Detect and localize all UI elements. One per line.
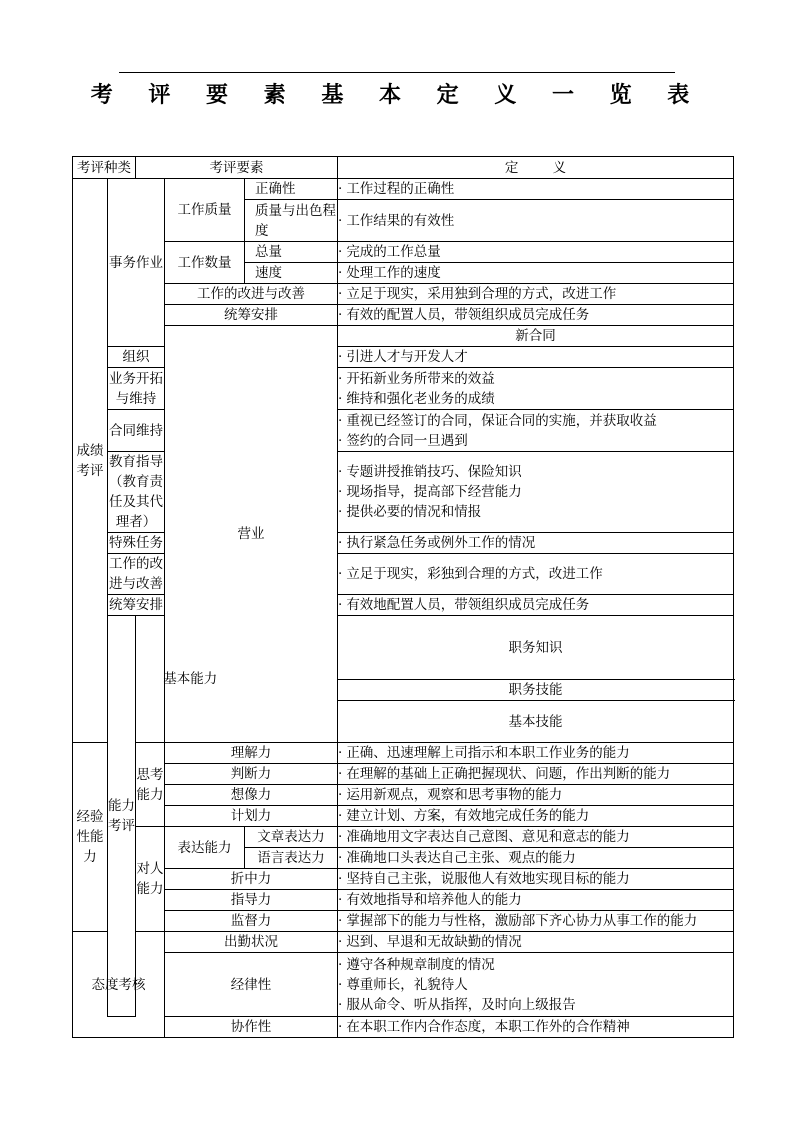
definition-cell: · 有效地配置人员，带领组织成员完成任务 [338,595,734,616]
item-supervision: 监督力 [165,911,338,932]
definition-cell: · 工作过程的正确性 [338,179,734,200]
definition-cell: · 坚持自己主张，说服他人有效地实现目标的能力 [338,869,734,890]
definition-cell: · 掌握部下的能力与性格，激励部下齐心协力从事工作的能力 [338,911,734,932]
item-education [108,452,165,533]
item-new-contract: 新合同 [338,326,734,347]
section-attitude: 态度考核 [73,932,165,1038]
item-business-development: 业务开拓与维持 [108,368,165,410]
item-planning: 计划力 [165,806,338,827]
table-row [73,869,734,890]
group-thinking-ability [136,743,165,827]
definition-cell: · 开拓新业务所带来的效益 · 维持和强化老业务的成绩 [338,368,734,410]
definition-cell: · 立足于现实，采用独到合理的方式，改进工作 [338,284,734,305]
section-label: 能力考评 [108,798,135,834]
group-business-work: 事务作业 [108,179,165,347]
group-interpersonal-label: 对人能力 [136,861,164,897]
page-title: 考 评 要 素 基 本 定 义 一 览 表 [90,82,704,108]
item-contract-maintenance: 合同维持 [108,410,165,452]
table-row [73,1017,734,1038]
definition-cell: · 重视已经签订的合同，保证合同的实施，并获取收益 · 签约的合同一旦遇到 [338,410,734,452]
item-understanding: 理解力 [165,743,338,764]
definition-cell: · 建立计划、方案，有效地完成任务的能力 [338,806,734,827]
item-excellence: 质量与出色程度 [245,200,338,242]
item-verbal-expression: 语言表达力 [245,848,338,869]
item-expression: 表达能力 [165,827,245,869]
item-work-quantity: 工作数量 [165,242,245,284]
table-row [73,932,734,953]
evaluation-table [72,156,734,1038]
item-discipline: 经律性 [165,953,338,1017]
definition-cell: · 立足于现实，彩独到合理的方式，改进工作 [338,554,734,595]
item-job-knowledge: 职务知识 [338,616,734,680]
top-rule [119,72,675,73]
item-correctness: 正确性 [245,179,338,200]
table-row [73,179,734,200]
definition-cell: · 有效地指导和培养他人的能力 [338,890,734,911]
definition-cell: · 迟到、早退和无故缺勤的情况 [338,932,734,953]
group-basic-ability: 基本能力 [136,616,245,743]
item-written-expression: 文章表达力 [245,827,338,848]
item-basic-skill: 基本技能 [338,701,734,743]
table-row [73,953,734,1017]
definition-cell: · 准确地用文字表达自己意图、意见和意志的能力 [338,827,734,848]
item-compromise: 折中力 [165,869,338,890]
table-row [73,326,734,347]
definition-cell: · 执行紧急任务或例外工作的情况 [338,533,734,554]
group-experiential-ability [73,743,108,932]
item-coordination: 统筹安排 [165,305,338,326]
definition-cell: · 有效的配置人员，带领组织成员完成任务 [338,305,734,326]
item-attendance: 出勤状况 [165,932,338,953]
item-speed: 速度 [245,263,338,284]
table-row [73,764,734,785]
item-work-quality: 工作质量 [165,179,245,242]
group-thinking-label: 思考能力 [136,766,164,803]
definition-cell: · 工作结果的有效性 [338,200,734,242]
header-element: 考评要素 [136,157,338,179]
group-sales: 营业 [165,326,338,743]
item-coordination: 统筹安排 [108,595,165,616]
item-judgment: 判断力 [165,764,338,785]
table-row [73,242,734,263]
definition-cell: · 准确地口头表达自己主张、观点的能力 [338,848,734,869]
table-row [73,827,734,848]
table-row [73,890,734,911]
item-organization: 组织 [108,347,165,368]
item-education-label: 教育指导 [109,454,163,470]
table-row [73,743,734,764]
table-row [73,806,734,827]
item-imagination: 想像力 [165,785,338,806]
item-education-sub: （教育责任及其代理者） [109,474,163,530]
item-special-task: 特殊任务 [108,533,165,554]
table-header-row [73,157,734,179]
item-job-skill: 职务技能 [338,680,734,701]
header-category: 考评种类 [73,157,136,179]
item-cooperation: 协作性 [165,1017,338,1038]
section-performance [73,179,108,743]
definition-cell: · 在本职工作内合作态度，本职工作外的合作精神 [338,1017,734,1038]
table-row [73,616,734,680]
table-row [73,785,734,806]
item-total: 总量 [245,242,338,263]
definition-cell: · 遵守各种规章制度的情况 · 尊重师长，礼貌待人 · 服从命令、听从指挥，及时向上级报告 [338,953,734,1017]
definition-cell: · 完成的工作总量 [338,242,734,263]
item-guidance: 指导力 [165,890,338,911]
item-improve: 工作的改进与改善 [165,284,338,305]
table-row [73,305,734,326]
section-label: 成绩考评 [76,442,104,479]
group-interpersonal-ability [136,827,165,932]
definition-cell: · 处理工作的速度 [338,263,734,284]
table-row [73,911,734,932]
definition-cell: · 运用新观点，观察和思考事物的能力 [338,785,734,806]
definition-cell: · 引进人才与开发人才 [338,347,734,368]
definition-cell: · 在理解的基础上正确把握现状、问题，作出判断的能力 [338,764,734,785]
definition-cell: · 专题讲授推销技巧、保险知识 · 现场指导，提高部下经营能力 · 提供必要的情况和情报 [338,452,734,533]
definition-cell: · 正确、迅速理解上司指示和本职工作业务的能力 [338,743,734,764]
header-definition: 定 义 [338,157,734,179]
item-improve: 工作的改进与改善 [108,554,165,595]
table-row [73,284,734,305]
group-experiential-label: 经验性能力 [76,809,104,865]
